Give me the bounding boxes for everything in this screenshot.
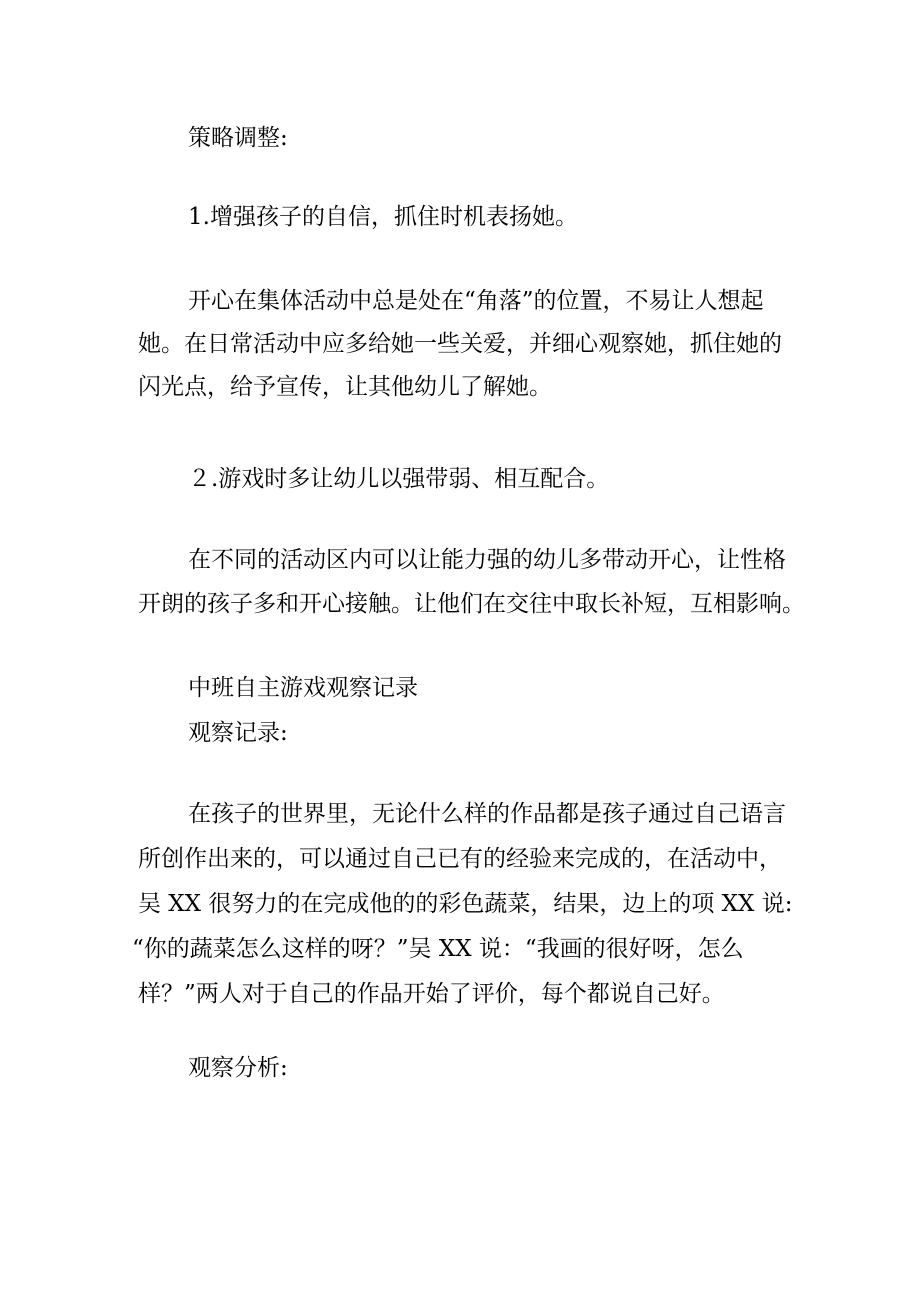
- paragraph-3-line-4: “你的蔬菜怎么这样的呀？”吴 XX 说：“我画的很好呀，怎么: [132, 936, 744, 962]
- item-2-cooperation: ２.游戏时多让幼儿以强带弱、相互配合。: [188, 466, 610, 492]
- heading-observation-analysis: 观察分析:: [188, 1055, 288, 1081]
- paragraph-1-line-1: 开心在集体活动中总是处在“角落”的位置，不易让人想起: [188, 288, 764, 314]
- paragraph-3-line-2: 所创作出来的，可以通过自己已有的经验来完成的，在活动中，: [138, 846, 782, 872]
- paragraph-1-line-2: 她。在日常活动中应多给她一些关爱，并细心观察她，抓住她的: [138, 331, 782, 357]
- section-title: 中班自主游戏观察记录: [188, 675, 418, 701]
- item-1-boost-confidence: 1.增强孩子的自信，抓住时机表扬她。: [188, 204, 578, 230]
- paragraph-3-line-5: 样？”两人对于自己的作品开始了评价，每个都说自己好。: [138, 981, 725, 1007]
- paragraph-2-line-1: 在不同的活动区内可以让能力强的幼儿多带动开心，让性格: [188, 547, 786, 573]
- heading-strategy-adjustment: 策略调整:: [188, 125, 288, 151]
- heading-observation-record: 观察记录:: [188, 720, 288, 746]
- paragraph-3-line-1: 在孩子的世界里，无论什么样的作品都是孩子通过自己语言: [188, 801, 786, 827]
- paragraph-1-line-3: 闪光点，给予宣传，让其他幼儿了解她。: [138, 374, 552, 400]
- paragraph-2-line-2: 开朗的孩子多和开心接触。让他们在交往中取长补短，互相影响。: [138, 591, 805, 617]
- paragraph-3-line-3: 吴 XX 很努力的在完成他的的彩色蔬菜，结果，边上的项 XX 说:: [138, 891, 793, 917]
